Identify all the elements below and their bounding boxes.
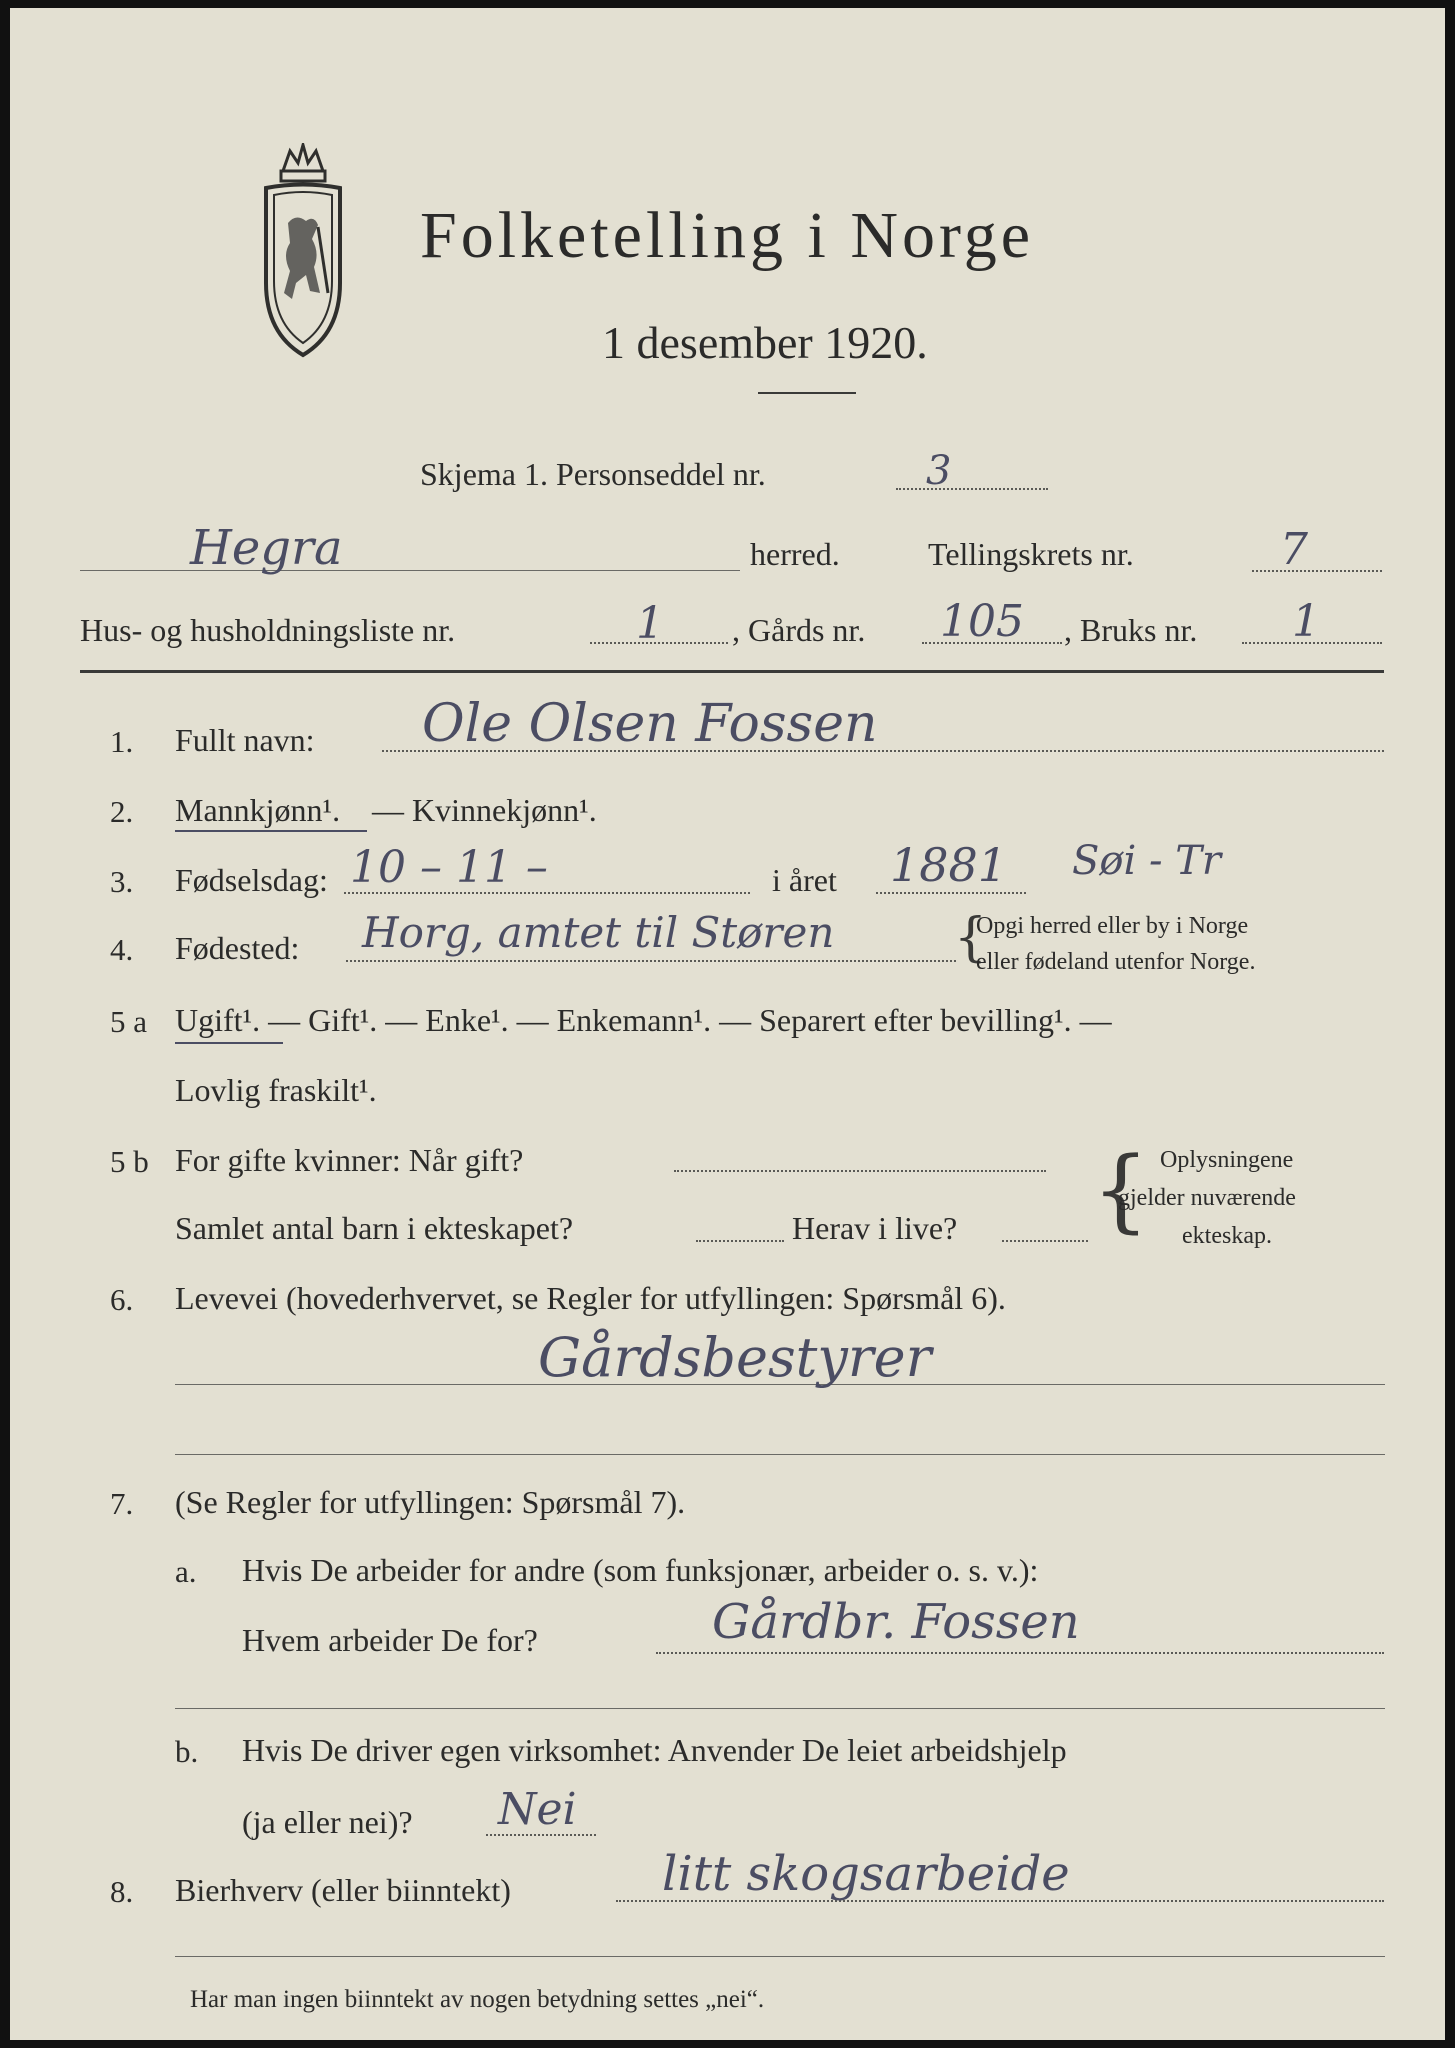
q5b-alive-label: Herav i live?	[792, 1210, 958, 1246]
q6-number: 6.	[110, 1282, 134, 1317]
q3-year-value: 1881	[890, 838, 1008, 892]
herred-label: herred.	[750, 536, 840, 572]
q5b-alive-field[interactable]	[1002, 1240, 1088, 1242]
q8-number: 8.	[110, 1874, 134, 1909]
title-divider	[758, 392, 856, 394]
q5b-children-field[interactable]	[696, 1240, 784, 1242]
q4-value: Horg, amtet til Støren	[362, 908, 835, 957]
q3-date-value: 10 – 11 –	[350, 842, 548, 893]
q3-label: Fødselsdag:	[175, 862, 328, 898]
q7a-employer-field[interactable]	[656, 1652, 1384, 1654]
coat-of-arms-icon	[248, 143, 358, 363]
form-title: Folketelling i Norge	[420, 199, 1035, 272]
q5b-children-label: Samlet antal barn i ekteskapet?	[175, 1210, 574, 1246]
q7a-answer-line2[interactable]	[175, 1708, 1385, 1709]
husholdningsliste-value: 1	[636, 598, 664, 649]
q8-label: Bierhverv (eller biinntekt)	[175, 1872, 511, 1908]
q5a-options-line1: Ugift¹. — Gift¹. — Enke¹. — Enkemann¹. — Separert efter bevilling¹. —	[175, 1002, 1112, 1038]
form-date: 1 desember 1920.	[602, 317, 928, 368]
tellingskrets-value: 7	[1280, 524, 1308, 575]
q4-brace: {	[954, 908, 988, 968]
q2-number: 2.	[110, 794, 134, 829]
q4-number: 4.	[110, 932, 134, 967]
q5b-brace: {	[1092, 1138, 1150, 1243]
q4-field[interactable]	[346, 960, 956, 962]
q5b-hint-line3: ekteskap.	[1182, 1223, 1272, 1249]
bruks-value: 1	[1292, 596, 1320, 647]
schema-label: Skjema 1. Personseddel nr.	[420, 456, 766, 492]
herred-field[interactable]	[80, 570, 740, 571]
q4-label: Fødested:	[175, 930, 300, 966]
footer-note: Har man ingen biinntekt av nogen betydning settes „nei“.	[190, 1986, 765, 2013]
q7a-employer-label: Hvem arbeider De for?	[242, 1622, 538, 1658]
q7a-employer-value: Gårdbr. Fossen	[712, 1594, 1080, 1650]
q5b-number: 5 b	[110, 1144, 149, 1179]
q2-male-underline	[175, 830, 367, 832]
q1-number: 1.	[110, 724, 134, 759]
q5b-hint-line2: gjelder nuværende	[1118, 1185, 1296, 1211]
q8-answer-line2[interactable]	[175, 1956, 1385, 1957]
q5b-hint-line1: Oplysningene	[1160, 1147, 1294, 1173]
q5a-ugift-underline	[175, 1042, 283, 1044]
bruks-label: , Bruks nr.	[1064, 612, 1198, 648]
q3-number: 3.	[110, 864, 134, 899]
q8-value: litt skogsarbeide	[662, 1846, 1070, 1902]
q7b-label: Hvis De driver egen virksomhet: Anvender De leiet arbeidshjelp	[242, 1732, 1067, 1768]
gards-value: 105	[940, 596, 1024, 647]
q7a-label: Hvis De arbeider for andre (som funksjonær, arbeider o. s. v.):	[242, 1552, 1039, 1588]
q5a-number: 5 a	[110, 1004, 148, 1039]
schema-number-field[interactable]	[896, 488, 1048, 490]
schema-number-value: 3	[926, 448, 952, 494]
q3-note: Søi - Tr	[1072, 838, 1222, 884]
tellingskrets-field[interactable]	[1252, 570, 1382, 572]
q2-option-female: — Kvinnekjønn¹.	[372, 792, 597, 828]
q6-answer-line2[interactable]	[175, 1454, 1385, 1455]
q7b-letter: b.	[175, 1734, 199, 1769]
q7a-letter: a.	[175, 1554, 197, 1589]
q3-year-label: i året	[772, 862, 837, 898]
herred-value: Hegra	[190, 520, 343, 576]
q1-label: Fullt navn:	[175, 722, 315, 758]
q5b-married-field[interactable]	[674, 1170, 1046, 1172]
q2-option-male: Mannkjønn¹.	[175, 792, 341, 828]
q7b-yesno-label: (ja eller nei)?	[242, 1804, 413, 1840]
tellingskrets-label: Tellingskrets nr.	[928, 536, 1134, 572]
header-divider	[80, 670, 1384, 673]
census-form	[10, 8, 1445, 2040]
q3-year-field[interactable]	[876, 892, 1026, 894]
q5b-married-label: For gifte kvinner: Når gift?	[175, 1142, 524, 1178]
q7-number: 7.	[110, 1486, 134, 1521]
q4-hint-line1: Opgi herred eller by i Norge	[976, 913, 1249, 939]
q1-value: Ole Olsen Fossen	[422, 694, 878, 754]
q5a-options-line2: Lovlig fraskilt¹.	[175, 1072, 377, 1108]
q6-value: Gårdsbestyrer	[538, 1326, 932, 1389]
husholdningsliste-label: Hus- og husholdningsliste nr.	[80, 612, 456, 648]
q7b-field[interactable]	[486, 1834, 596, 1836]
q6-label: Levevei (hovederhvervet, se Regler for utfyllingen: Spørsmål 6).	[175, 1280, 1006, 1316]
gards-label: , Gårds nr.	[732, 612, 866, 648]
q7-label: (Se Regler for utfyllingen: Spørsmål 7).	[175, 1484, 686, 1520]
q7b-value: Nei	[498, 1784, 577, 1835]
q4-hint-line2: eller fødeland utenfor Norge.	[976, 949, 1256, 975]
